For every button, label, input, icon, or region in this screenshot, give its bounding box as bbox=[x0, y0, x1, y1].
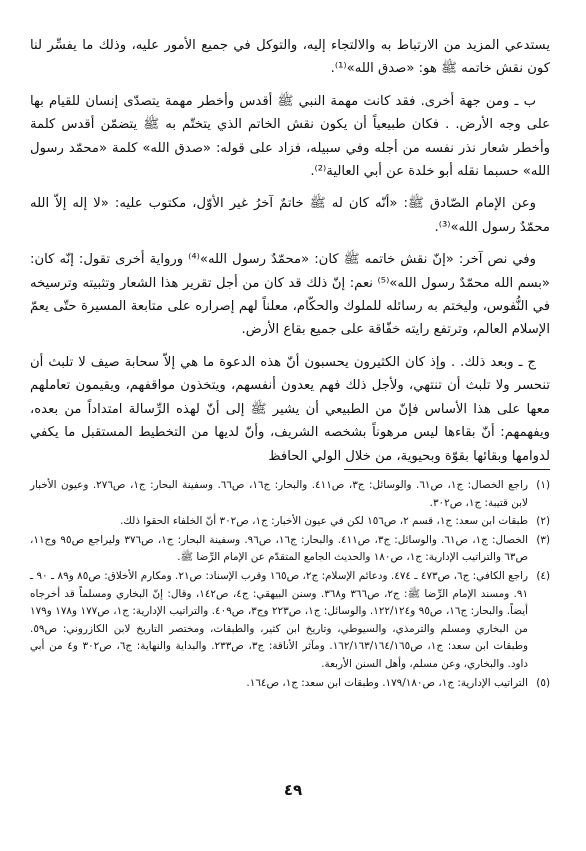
footnote-3 bbox=[30, 532, 550, 567]
paragraph-2: ب ـ ومن جهة أخرى. فقد كانت مهمة النبي ﷺ أقدس وأخطر مهمة يتصدّى إنسان للقيام بها على وجه الأرض. . فكان طبيعياً أن يكون نقش الخاتم الذي يتختّم به ﷺ يتضمّن أقدس كلمة وأخطر شعار نذر نفسه من أجله وفي سبيله، فزاد على قوله: «صدق الله» كلمة «محمّد رسول الله» حسبما نقله أبو خلدة عن أبي العالية⁽²⁾. bbox=[30, 93, 550, 180]
footnote-number: (١) bbox=[536, 479, 550, 491]
footnote-5 bbox=[30, 675, 550, 693]
paragraph-3: وعن الإمام الصّادق ﷺ: «أنّه كان له ﷺ خاتمٌ آخرُ غير الأوّل، مكتوب عليه: «لا إله إلاّ الله محمّدٌ رسول الله»⁽³⁾. bbox=[30, 196, 550, 235]
footnote-text: طبقات ابن سعد: ج١، قسم ٢، ص١٥٦ لكن في عيون الأخبار: ج١، ص٣٠٢ أنّ الخلفاء الحقوا ذلك. bbox=[120, 515, 528, 528]
paragraph-4: وفي نص آخر: «إنّ نقش خاتمه ﷺ كان: «محمّدٌ رسول الله»⁽⁴⁾ ورواية أخرى تقول: إنّه كان: «بسم الله محمّدٌ رسول الله»⁽⁵⁾ نعم: إنّ ذلك قد كان من أجل تقرير هذا الشعار وتثبيته وترسيخه في النُّفوس، وليختم به رسائله للملوك والحكّام، معلناً لهم إصراره على متابعة المسيرة حتّى يعمّ الإسلام العالم، وترتفع رايته خفّاقة على جميع بقاع الأرض. bbox=[30, 252, 551, 338]
footnote-2 bbox=[30, 513, 550, 531]
footnote-text: راجع الخصال: ج١، ص٦١. والوسائل: ج٣، ص٤١١. والبحار: ج١٦، ص٦٦. وسفينة البحار: ج١، ص٢٧٦. وعيون الأخبار لابن قتيبة: ج١، ص٣٠٢. bbox=[30, 479, 528, 509]
footnotes-section bbox=[30, 477, 550, 693]
footnote-text: التراتيب الإدارية: ج١، ص١٧٩/١٨٠. وطبقات ابن سعد: ج١، ص١٦٤. bbox=[246, 676, 528, 689]
footnote-text: الخصال: ج١، ص٦١. والوسائل: ج٣، ص٤١١. والبحار: ج١٦، ص٩٦. وسفينة البحار: ج١، ص٣٧٦ وليراجع ص٩٥ وج١١، ص٦٣ والتراتيب الإدارية: ج١، ص١٨٠ والحديث الجامع المتقدّم عن الإمام الرِّضا ﷺ. bbox=[30, 533, 529, 564]
footnote-number: (٥) bbox=[536, 676, 550, 689]
footnote-divider bbox=[344, 469, 550, 470]
footnote-number: (٤) bbox=[536, 569, 551, 582]
footnote-1 bbox=[30, 477, 550, 512]
paragraph-1: يستدعي المزيد من الارتباط به والالتجاء إليه، والتوكل في جميع الأمور عليه، وذلك ما يفسِّر لنا كون نقش خاتمه ﷺ هو: «صدق الله»⁽¹⁾. bbox=[30, 38, 550, 77]
footnote-4 bbox=[30, 568, 550, 674]
paragraph-5: ج ـ وبعد ذلك. . وإذ كان الكثيرون يحسبون أنّ هذه الدعوة ما هي إلاّ سحابة صيف لا تلبث أن تنحسر ولا تلبث أن تنتهي، ولأجل ذلك فهم يعدون أنفسهم، ويتخذون مواقفهم، ويقيمون تعاملهم معها على هذا الأساس فإنّ من الطبيعي أن يشير ﷺ إلى أنّ لهذه الرِّسالة امتداداً من بعده، ويفهمهم: أنّ بقاءها ليس مرهوناً بشخصه الشريف، وأنّ لديها من التخطيط المستقبل ما يكفي لدوامها وبقائها بقوّة وبحيوية، من خلال الولي الحافظ bbox=[30, 354, 550, 464]
page-number: ٤٩ bbox=[283, 781, 303, 799]
footnote-number: (٣) bbox=[536, 533, 551, 546]
footnote-text: راجع الكافي: ج٦، ص٤٧٣ ـ ٤٧٤. ودعائم الإسلام: ج٢، ص١٦٥ وقرب الإسناد: ص٢١. ومكارم الأخلاق: ص٨٥ و٨٩ ـ ٩٠ ـ ٩١. ومسند الإمام الرِّضا ﷺ: ج٢، ص٣٦٦ و٣٦٨. وسنن البيهقي: ج٤، ص١٤٢، وقال: إنّ البخاري ومسلماً قد أخرجاه أيضاً. والبحار: ج١٦، ص٩٥ و١٢٢/١٢٤. والوسائل: ج١، ص٢٢٣ وج٣، ص٤٠٩. والتراتيب الإدارية: ج١، ص١٧٧ و١٧٨ و١٧٩ من البخاري ومسلم والترمذي، والسيوطي، وتاريخ ابن كثير، والطبقات، ومختصر التاريخ لابن الكازروني: ص٥٩. وطبقات ابن سعد: ج١، ص١٦٢/١٦٣/١٦٤/١٦٥. ومآثر الأناقة: ج٣، ص٢٣٣. والبداية والنهاية: ج٦، ص٣٠٢ و٤ من أبي داود. والبخاري، وعن مسلم، وأهل السنن الأربعة. bbox=[30, 569, 529, 670]
footnote-number: (٢) bbox=[536, 515, 550, 528]
